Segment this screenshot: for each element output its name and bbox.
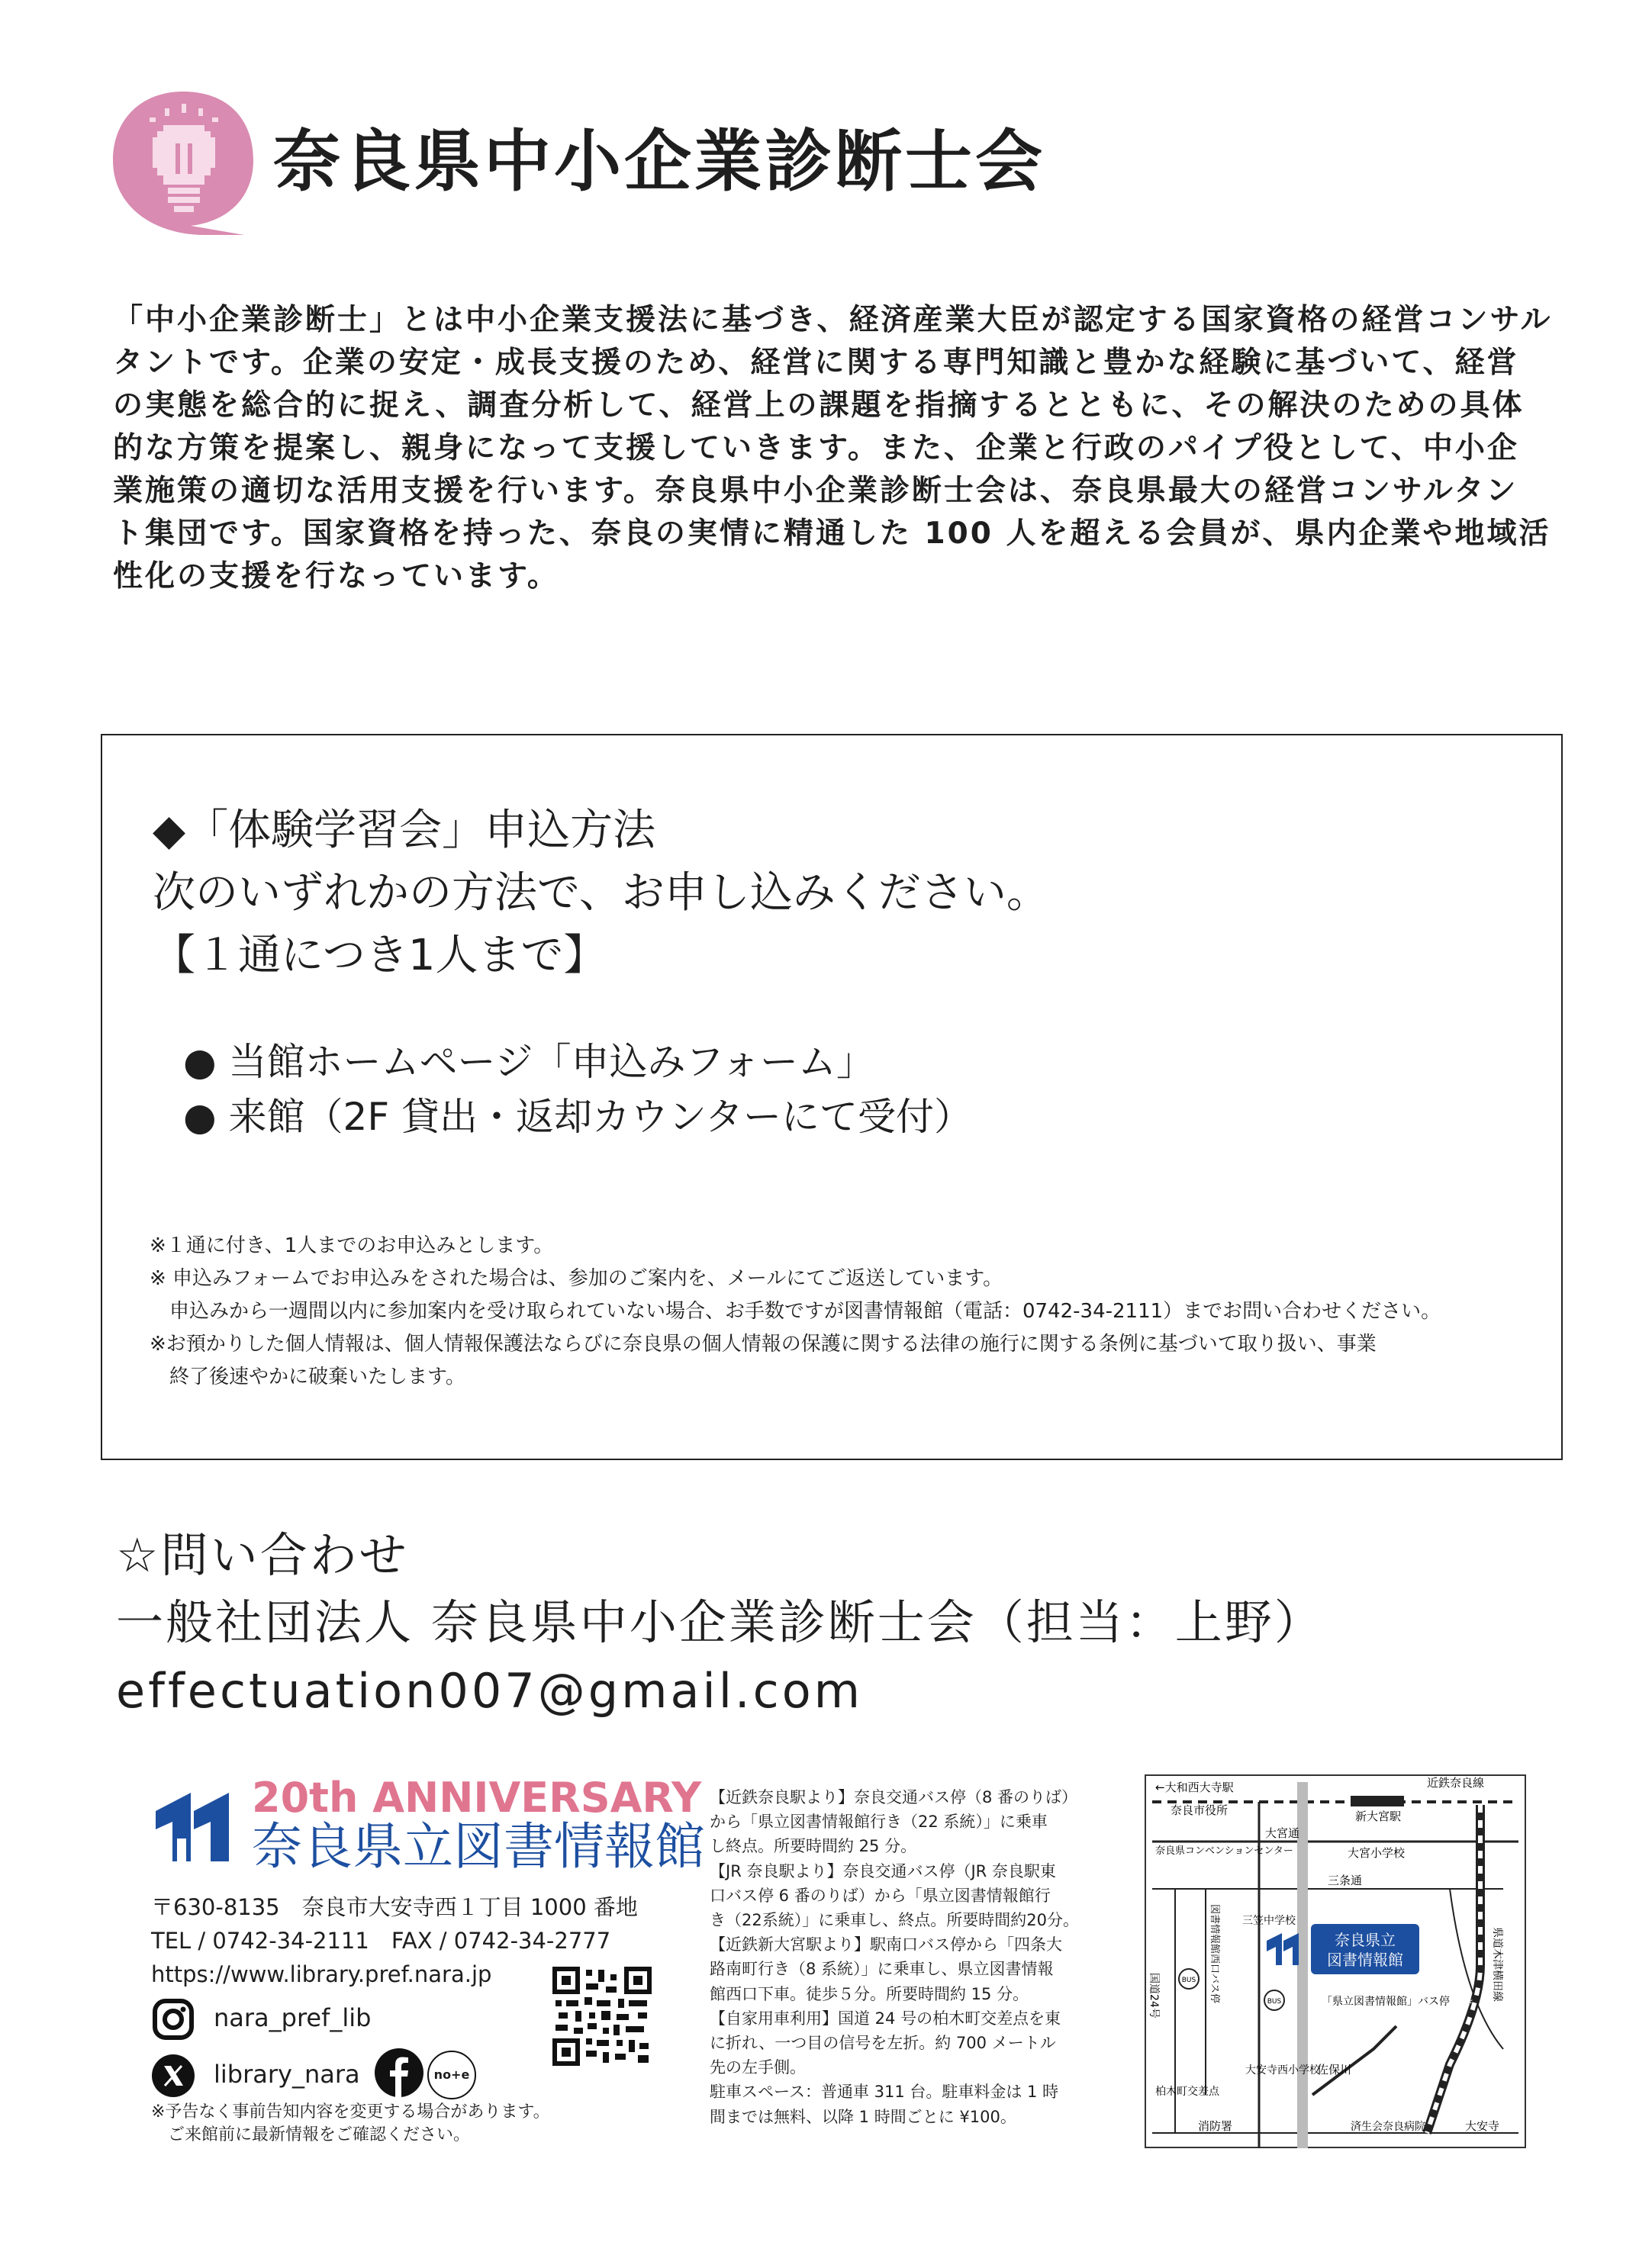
anniversary-label: 20th ANNIVERSARY	[252, 1774, 702, 1822]
map-label: 三条通	[1328, 1874, 1363, 1887]
access-info	[710, 1785, 1099, 2129]
map-label: ←大和西大寺駅	[1155, 1781, 1234, 1794]
access-line: 【自家用車利用】国道 24 号の柏木町交差点を東	[710, 2009, 1061, 2028]
library-name: 奈良県立図書情報館	[252, 1817, 705, 1876]
map-label: 佐保川	[1317, 2063, 1352, 2077]
qr-code-icon[interactable]	[552, 1967, 652, 2066]
intro-line: 的な方策を提案し、親身になって支援していきます。また、企業と行政のパイプ役として、中小企	[113, 431, 1519, 465]
map-label: 消防署	[1198, 2119, 1233, 2133]
access-line: 【近鉄新大宮駅より】駅南口バス停から「四条大	[710, 1935, 1062, 1954]
access-line: 先の左手側。	[710, 2058, 806, 2077]
intro-line: 業施策の適切な活用支援を行います。奈良県中小企業診断士会は、奈良県最大の経営コンサルタン	[113, 474, 1518, 508]
library-logo-icon	[150, 1785, 233, 1869]
instagram-icon[interactable]	[151, 1997, 195, 2041]
access-line: から「県立図書情報館行き（22 系統）」に乗車	[710, 1813, 1048, 1832]
map-label: 三笠中学校	[1242, 1915, 1296, 1927]
map-label: 奈良市役所	[1171, 1803, 1229, 1817]
map-label: 近鉄奈良線	[1427, 1776, 1485, 1790]
access-line: に折れ、一つ目の信号を左折。約 700 メートル	[710, 2034, 1056, 2053]
note-line: ※ 申込みフォームでお申込みをされた場合は、参加のご案内を、メールにてご返送しています。	[150, 1267, 1003, 1290]
x-account[interactable]: library_nara	[214, 2060, 360, 2089]
intro-line: の実態を総合的に捉え、調査分析して、経営上の課題を指摘するとともに、その解決のための具体	[113, 388, 1525, 423]
map-label: 大宮通	[1265, 1826, 1300, 1840]
disclaimer-line: ※予告なく事前告知内容を変更する場合があります。	[151, 2102, 550, 2122]
access-line: き（22系統）」に乗車し、終点。所要時間約20分。	[710, 1911, 1079, 1930]
map-label: JR奈良線	[1445, 1995, 1476, 2035]
access-map	[1145, 1774, 1526, 2148]
contact-email[interactable]: effectuation007@gmail.com	[116, 1663, 864, 1719]
method-visit: ● 来館（2F 貸出・返却カウンターにて受付）	[183, 1095, 972, 1139]
map-library-label: 図書情報館	[1327, 1951, 1403, 1969]
bus-stop-icon: BUS	[1181, 1977, 1196, 1984]
map-label: 柏木町交差点	[1155, 2086, 1219, 2098]
access-line: 間までは無料、以降 1 時間ごとに ¥100。	[710, 2107, 1016, 2126]
map-label: 大安寺	[1465, 2119, 1500, 2133]
method-homepage-form: ● 当館ホームページ「申込みフォーム」	[183, 1040, 875, 1084]
map-label: 済生会奈良病院	[1351, 2121, 1425, 2133]
lightbulb-bubble-icon	[107, 85, 259, 238]
page-title: 奈良県中小企業診断士会	[273, 122, 1046, 201]
intro-line: タントです。企業の安定・成長支援のため、経営に関する専門知識と豊かな経験に基づいて、経営	[113, 346, 1519, 380]
access-line: 【近鉄奈良駅より】奈良交通バス停（8 番のりば）	[710, 1788, 1078, 1806]
note-line: ※１通に付き、1人までのお申込みとします。	[150, 1234, 554, 1257]
intro-line: 性化の支援を行なっています。	[113, 559, 559, 594]
intro-paragraph	[113, 299, 1586, 598]
map-label: 新大宮駅	[1355, 1810, 1402, 1823]
map-label: 図書情報館西口バス停	[1209, 1904, 1220, 2004]
map-label: 大安寺西小学校	[1245, 2064, 1320, 2077]
application-instruction: 次のいずれかの方法で、お申し込みください。	[153, 868, 1049, 918]
map-label: 県道木津横田線	[1491, 1927, 1503, 2002]
library-phone-fax: TEL / 0742-34-2111 FAX / 0742-34-2777	[151, 1928, 611, 1954]
x-twitter-icon[interactable]	[151, 2054, 195, 2098]
disclaimer-line: ご来館前に最新情報をご確認ください。	[151, 2125, 471, 2144]
access-line: 館西口下車。徒歩５分。所要時間約 15 分。	[710, 1984, 1029, 2003]
map-label: 奈良県コンベンションセンター	[1155, 1845, 1293, 1857]
instagram-account[interactable]: nara_pref_lib	[214, 2003, 372, 2032]
application-box	[101, 734, 1563, 1460]
map-library-label: 奈良県立	[1335, 1931, 1396, 1949]
access-line: 路南町行き（8 系統）」に乗車し、県立図書情報	[710, 1960, 1054, 1979]
facebook-icon[interactable]	[374, 2048, 424, 2098]
map-label: 国道24号	[1148, 1973, 1160, 2019]
contact-organization: 一般社団法人 奈良県中小企業診断士会（担当：上野）	[116, 1594, 1324, 1650]
access-line: 口バス停 6 番のりば）から「県立図書情報館行	[710, 1886, 1051, 1905]
map-label: 「県立図書情報館」バス停	[1322, 1996, 1450, 2008]
note-icon[interactable]: no+e	[427, 2051, 476, 2099]
library-address: 〒630-8135 奈良市大安寺西１丁目 1000 番地	[151, 1894, 638, 1920]
contact-heading: ☆問い合わせ	[116, 1527, 409, 1583]
intro-line: 「中小企業診断士」とは中小企業支援法に基づき、経済産業大臣が認定する国家資格の経営コンサル	[113, 303, 1553, 337]
note-line: 終了後速やかに破棄いたします。	[150, 1366, 465, 1388]
bus-stop-icon: BUS	[1267, 1998, 1282, 2006]
access-line: 【JR 奈良駅より】奈良交通バス停（JR 奈良駅東	[710, 1861, 1056, 1880]
application-limit: 【１通につき1人まで】	[153, 931, 607, 980]
access-line: し終点。所要時間約 25 分。	[710, 1837, 917, 1856]
intro-line: ト集団です。国家資格を持った、奈良の実情に精通した 100 人を超える会員が、県内企業や地域活	[113, 516, 1551, 551]
access-line: 駐車スペース：普通車 311 台。駐車料金は 1 時	[710, 2083, 1059, 2102]
map-label: 大宮小学校	[1348, 1846, 1406, 1860]
library-url[interactable]: https://www.library.pref.nara.jp	[151, 1961, 492, 1987]
note-line: ※お預かりした個人情報は、個人情報保護法ならびに奈良県の個人情報の保護に関する法律の施行に関する条例に基づいて取り扱い、事業	[150, 1333, 1377, 1356]
note-line: 申込みから一週間以内に参加案内を受け取られていない場合、お手数ですが図書情報館（電話：0742-34-2111）までお問い合わせください。	[150, 1300, 1441, 1323]
application-heading: ◆「体験学習会」申込方法	[153, 806, 656, 855]
